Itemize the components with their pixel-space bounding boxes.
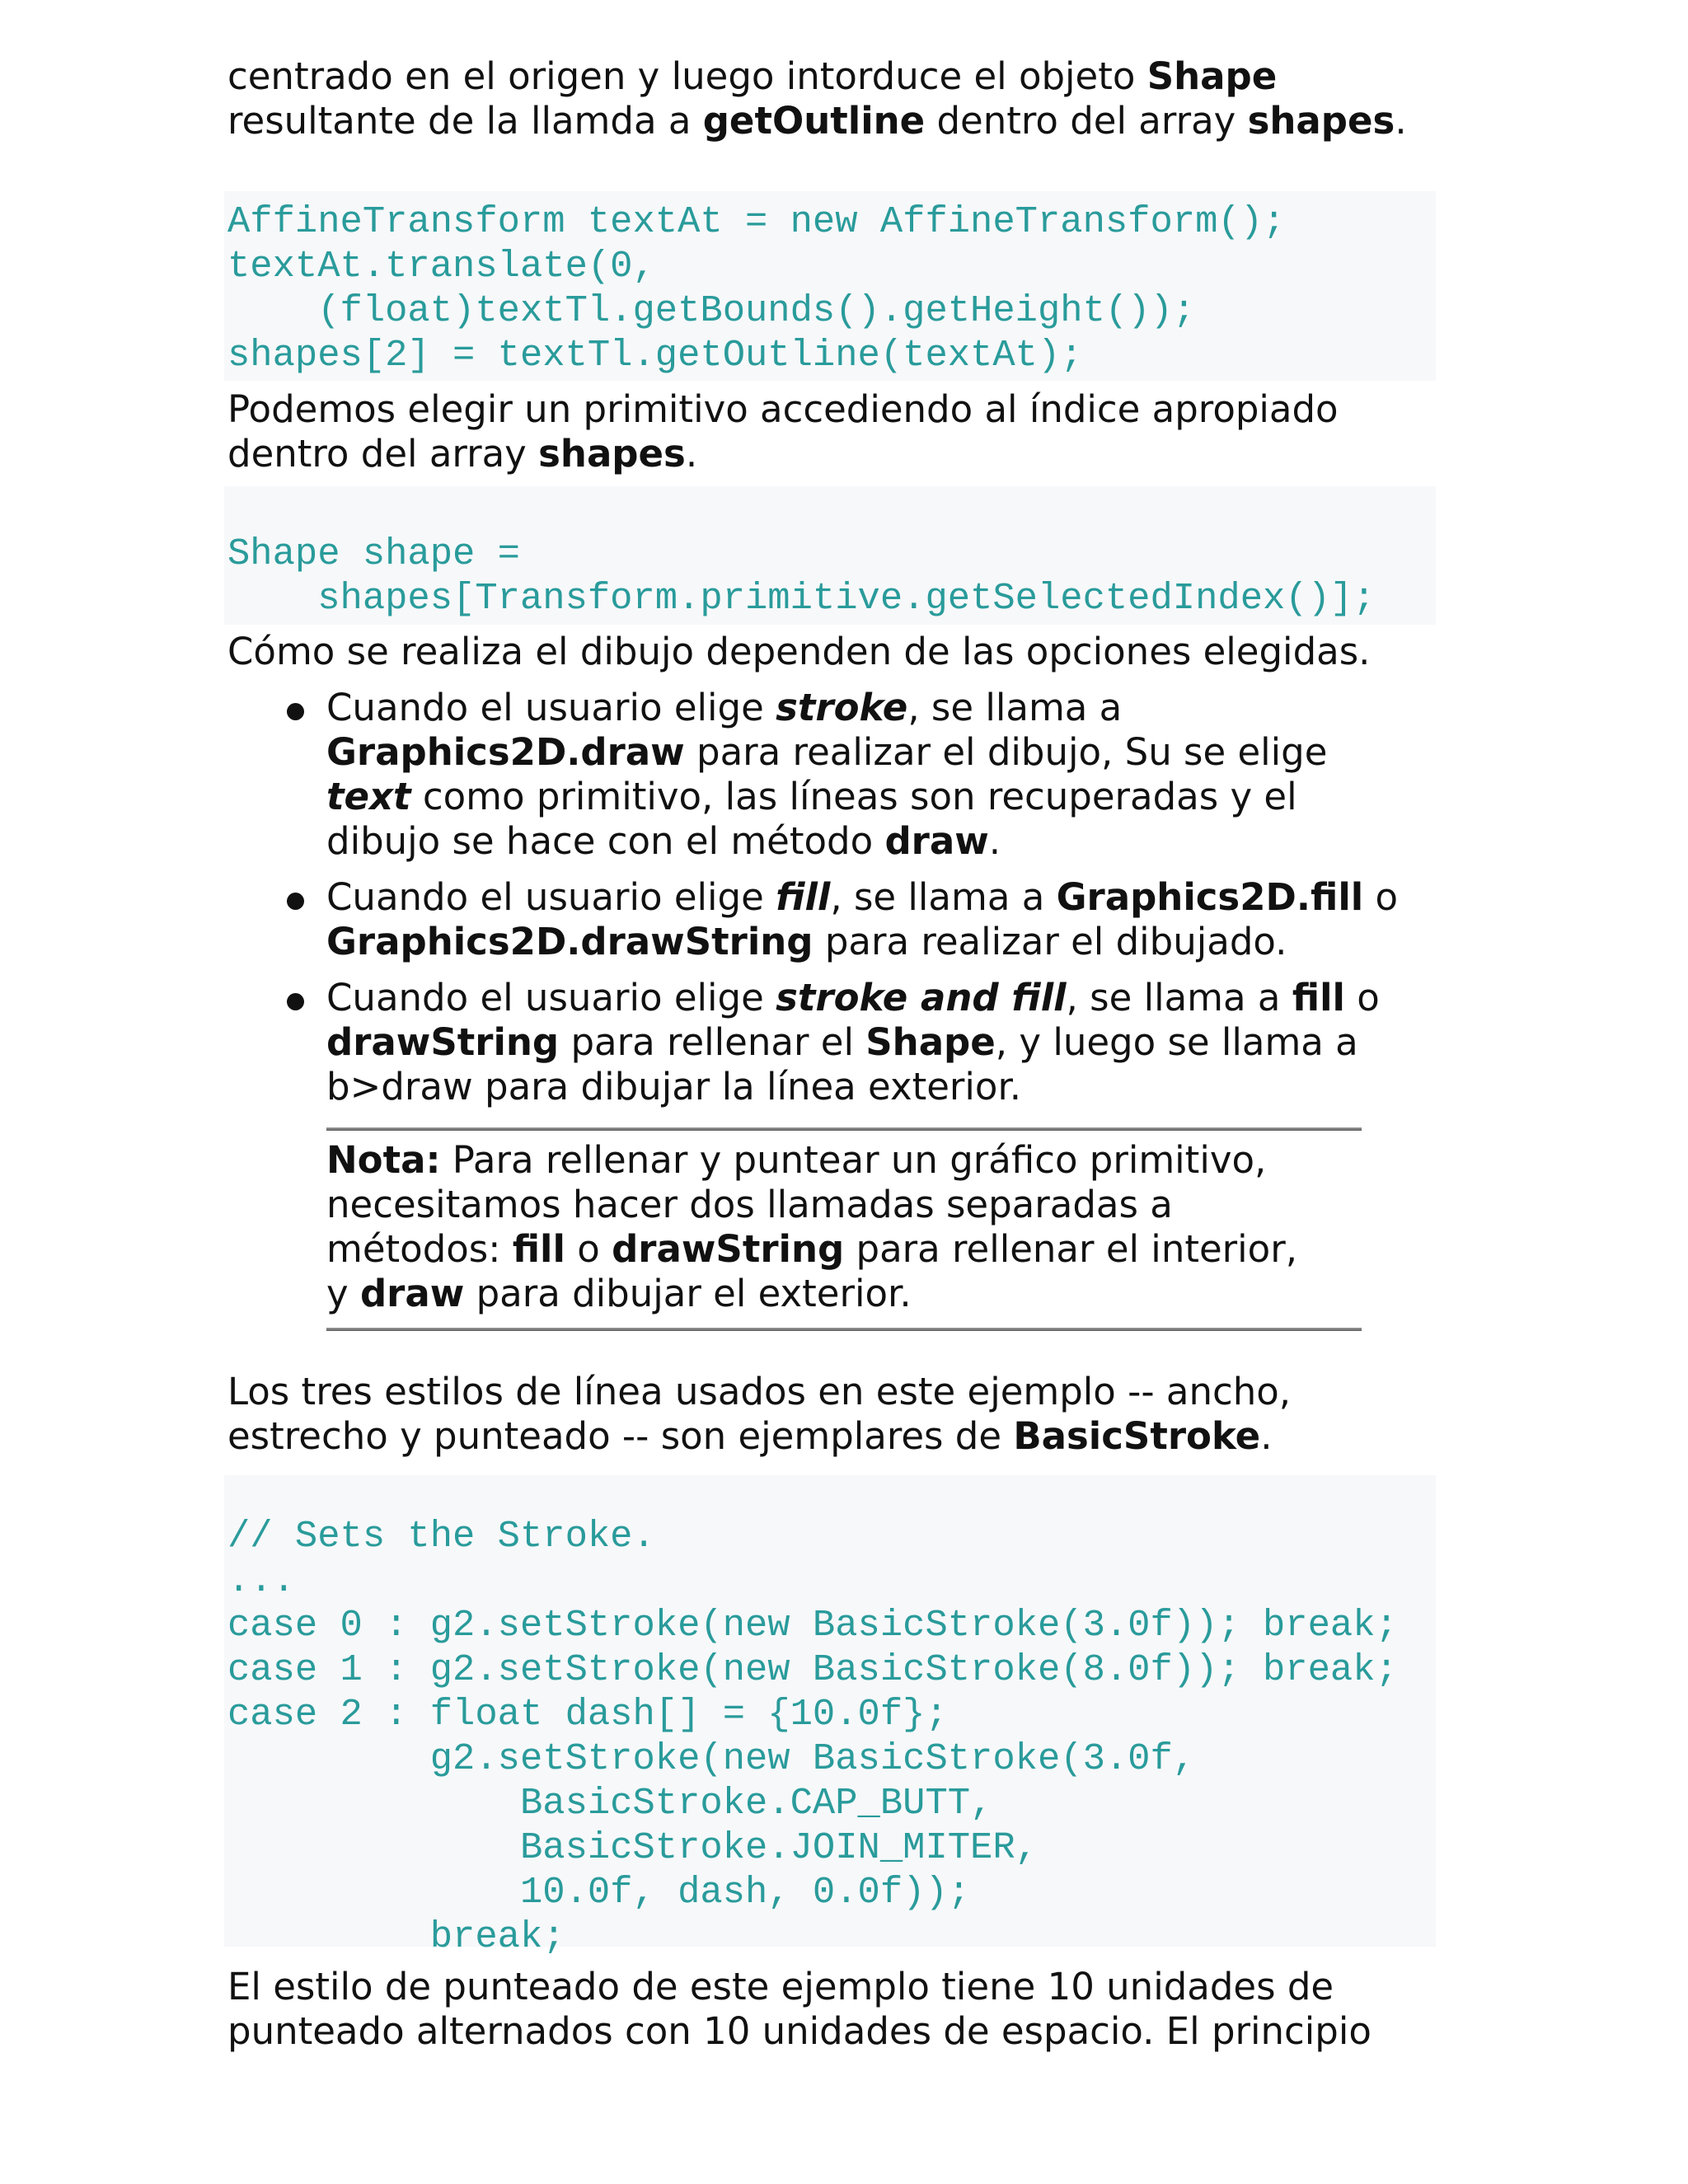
code-line: 10.0f, dash, 0.0f)); bbox=[227, 1871, 971, 1914]
note-top-divider bbox=[326, 1127, 1362, 1131]
code-block-shape-select bbox=[227, 532, 1513, 621]
text-span: Los tres estilos de línea usados en este ejemplo -- ancho, bbox=[227, 1370, 1292, 1413]
code-term: shapes bbox=[538, 432, 686, 476]
text-span: , y luego se llama a bbox=[995, 1020, 1358, 1064]
bullet-icon bbox=[287, 893, 304, 910]
note-box bbox=[326, 1138, 1362, 1316]
emphasis-term: fill bbox=[776, 875, 831, 919]
code-term: BasicStroke bbox=[1013, 1414, 1261, 1458]
code-block-affine-transform bbox=[227, 199, 1513, 377]
code-line: BasicStroke.CAP_BUTT, bbox=[227, 1782, 993, 1825]
note-label: Nota: bbox=[326, 1138, 441, 1182]
text-span: para dibujar el exterior. bbox=[464, 1272, 912, 1315]
text-span: . bbox=[1260, 1414, 1273, 1458]
bullet-icon bbox=[287, 993, 304, 1010]
code-term: getOutline bbox=[702, 99, 926, 143]
code-line: AffineTransform textAt = new AffineTransform(); bbox=[227, 200, 1286, 243]
code-line: Shape shape = bbox=[227, 532, 520, 575]
code-term: drawString bbox=[326, 1020, 560, 1064]
text-span: o bbox=[1363, 875, 1399, 919]
text-span: Cuando el usuario elige bbox=[326, 686, 776, 729]
text-span: Cuando el usuario elige bbox=[326, 875, 776, 919]
code-term: draw bbox=[359, 1272, 465, 1315]
code-line: shapes[Transform.primitive.getSelectedIndex()]; bbox=[227, 577, 1376, 620]
note-bottom-divider bbox=[326, 1328, 1362, 1331]
code-line: shapes[2] = textTl.getOutline(textAt); bbox=[227, 334, 1083, 377]
text-span: necesitamos hacer dos llamadas separadas a bbox=[326, 1183, 1173, 1226]
code-line: // Sets the Stroke. bbox=[227, 1515, 655, 1558]
code-term: draw bbox=[884, 819, 989, 863]
emphasis-term: stroke and fill bbox=[776, 976, 1067, 1019]
text-span: para rellenar el bbox=[559, 1020, 866, 1064]
list-item bbox=[227, 976, 1513, 1109]
text-span: centrado en el origen y luego intorduce el objeto bbox=[227, 54, 1147, 98]
text-span: Cómo se realiza el dibujo dependen de las opciones elegidas. bbox=[227, 630, 1371, 673]
paragraph-stroke-styles bbox=[227, 1370, 1513, 1459]
code-term: Graphics2D.drawString bbox=[326, 920, 814, 963]
text-span: b>draw para dibujar la línea exterior. bbox=[326, 1065, 1022, 1108]
list-item bbox=[227, 686, 1513, 864]
text-span: para realizar el dibujo, Su se elige bbox=[684, 730, 1328, 774]
code-term: drawString bbox=[612, 1227, 845, 1271]
code-line: BasicStroke.JOIN_MITER, bbox=[227, 1826, 1038, 1869]
text-span: estrecho y punteado -- son ejemplares de bbox=[227, 1414, 1014, 1458]
list-item bbox=[227, 875, 1513, 964]
text-span: Para rellenar y puntear un gráfico primitivo, bbox=[440, 1138, 1267, 1182]
text-span: . bbox=[1395, 99, 1407, 143]
text-span: , se llama a bbox=[907, 686, 1123, 729]
code-line: textAt.translate(0, bbox=[227, 245, 655, 288]
bullet-icon bbox=[287, 703, 304, 720]
text-span: dentro del array bbox=[925, 99, 1248, 143]
text-span: métodos: bbox=[326, 1227, 513, 1271]
code-term: Graphics2D.fill bbox=[1056, 875, 1364, 919]
code-line: (float)textTl.getBounds().getHeight()); bbox=[227, 289, 1196, 332]
code-term: Graphics2D.draw bbox=[326, 730, 685, 774]
code-line: case 2 : float dash[] = {10.0f}; bbox=[227, 1693, 948, 1736]
code-line: g2.setStroke(new BasicStroke(3.0f, bbox=[227, 1737, 1196, 1780]
text-span: y bbox=[326, 1272, 360, 1315]
text-span: Podemos elegir un primitivo accediendo al índice apropiado bbox=[227, 387, 1339, 431]
text-span: para rellenar el interior, bbox=[844, 1227, 1298, 1271]
code-line: case 0 : g2.setStroke(new BasicStroke(3.0f)); break; bbox=[227, 1604, 1398, 1647]
text-span: para realizar el dibujado. bbox=[813, 920, 1287, 963]
text-span: dentro del array bbox=[227, 432, 539, 476]
text-span: o bbox=[565, 1227, 612, 1271]
text-span: dibujo se hace con el método bbox=[326, 819, 885, 863]
bullet-list bbox=[227, 686, 1513, 1121]
code-term: Shape bbox=[865, 1020, 996, 1064]
text-span: como primitivo, las líneas son recuperadas y el bbox=[410, 775, 1297, 818]
text-span: Cuando el usuario elige bbox=[326, 976, 776, 1019]
text-span: resultante de la llamda a bbox=[227, 99, 703, 143]
text-span: , se llama a bbox=[1066, 976, 1292, 1019]
code-line: break; bbox=[227, 1915, 565, 1958]
code-term: Shape bbox=[1146, 54, 1278, 98]
text-span: , se llama a bbox=[830, 875, 1057, 919]
paragraph-intro bbox=[227, 54, 1513, 143]
code-line: case 1 : g2.setStroke(new BasicStroke(8.0f)); break; bbox=[227, 1648, 1398, 1691]
code-term: fill bbox=[512, 1227, 565, 1271]
text-span: . bbox=[988, 819, 1001, 863]
paragraph-dash-pattern bbox=[227, 1965, 1513, 2054]
code-term: fill bbox=[1292, 976, 1345, 1019]
text-span: punteado alternados con 10 unidades de espacio. El principio bbox=[227, 2009, 1372, 2053]
code-term: shapes bbox=[1247, 99, 1395, 143]
code-block-set-stroke bbox=[227, 1514, 1513, 1959]
emphasis-term: text bbox=[326, 775, 411, 818]
paragraph-drawing-options bbox=[227, 630, 1513, 674]
paragraph-primitive-index bbox=[227, 387, 1513, 476]
code-line: ... bbox=[227, 1559, 295, 1602]
text-span: o bbox=[1344, 976, 1380, 1019]
text-span: . bbox=[685, 432, 698, 476]
text-span: El estilo de punteado de este ejemplo tiene 10 unidades de bbox=[227, 1965, 1334, 2008]
emphasis-term: stroke bbox=[776, 686, 908, 729]
